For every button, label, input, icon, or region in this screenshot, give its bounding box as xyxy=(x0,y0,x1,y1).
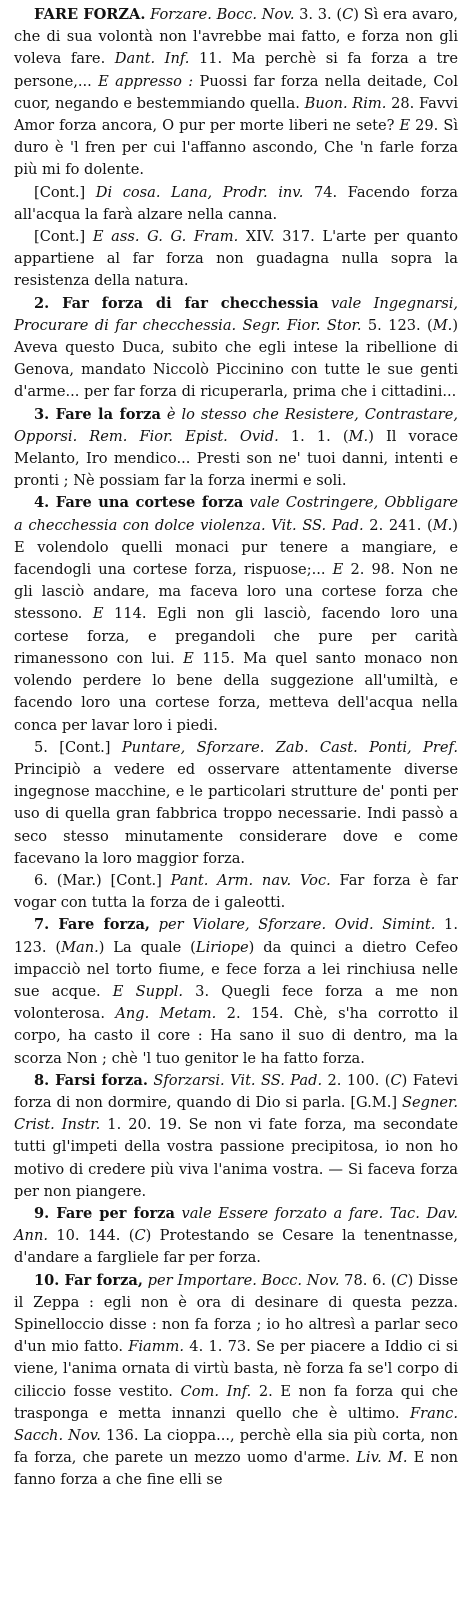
entry-text: Principiò a vedere ed osservare attentamente diverse ingegnose macchine, e le particolari strutture de' ponti per uso di quella gran fabbrica troppo necessarie. Indi passò a seco stesso minutamente considerare dove e come facevano la loro maggior forza. xyxy=(14,760,458,867)
entry-text: ) Il vorace Melanto, Iro mendico... Presti son ne' tuoi danni, intenti e pronti ; Nè possiam far la forza inermi e soli. xyxy=(14,427,459,490)
entry-text: [Cont.] xyxy=(34,183,96,201)
entry-text: E non fanno forza a che fine elli se xyxy=(14,1449,459,1489)
entry-text: 136. La cioppa..., perchè ella sia più corta, non fa forza, che parete un mezzo uomo d'arme. xyxy=(14,1427,458,1467)
entry-text: 1. 123. ( xyxy=(14,916,458,956)
entry-text: 2. 100. ( xyxy=(322,1071,391,1089)
entry-text: 2. 241. ( xyxy=(363,516,433,534)
entry-heading: 2. Far forza di far checchessia xyxy=(34,294,319,312)
entry-heading: 4. Fare una cortese forza xyxy=(34,494,244,512)
entry-9 xyxy=(14,1203,458,1270)
entry-5 xyxy=(14,737,458,870)
italic-text: Sforzarsi. Vit. SS. Pad. xyxy=(153,1071,323,1089)
italic-text: è lo stesso che Resistere, Contrastare, Opporsi. Rem. Fior. Epist. Ovid. xyxy=(14,405,458,445)
entry-text: 2. 154. Chè, s'ha corrotto il corpo, ha casto il core : Ha sano il suo di dentro, ma la scorza Non ; chè 'l tuo genitor le ha fatto forza. xyxy=(14,1005,458,1067)
entry-cont-di-cosa xyxy=(14,182,458,226)
entry-text: XIV. 317. L'arte per quanto appartiene al far forza non guadagna nulla sopra la resistenza della natura. xyxy=(14,228,458,290)
entry-text xyxy=(150,916,159,933)
entry-text: ) La quale ( xyxy=(98,938,196,956)
entry-text: 10. 144. ( xyxy=(47,1227,135,1245)
entry-heading: 3. Fare la forza xyxy=(34,405,161,423)
italic-text: E xyxy=(399,117,411,135)
entry-text: ) Sì era avaro, che di sua volontà non l'avrebbe mai fatto, e forza non gli voleva fare. xyxy=(14,6,459,68)
entry-text: 114. Egli non gli lasciò, facendo loro una cortese forza, e pregandoli che pure per carità rimanessono con lui. xyxy=(14,605,458,667)
italic-text: Liv. M. xyxy=(356,1449,408,1467)
entry-text: [Cont.] xyxy=(34,228,93,246)
italic-text: Fiamm. xyxy=(128,1338,185,1356)
entry-text: 2. E non fa forza qui che trasponga e metta innanzi quello che è ultimo. xyxy=(14,1382,458,1422)
entry-10 xyxy=(14,1270,458,1492)
entry-text: 5. [Cont.] xyxy=(34,738,122,756)
italic-text: per Violare, Sforzare. Ovid. Simint. xyxy=(158,916,436,934)
entry-heading: 8. Farsi forza. xyxy=(34,1071,148,1089)
italic-text: vale Ingegnarsi, Procurare di far checchessia. Segr. Fior. Stor. xyxy=(14,294,459,334)
entry-text: 3. 3. ( xyxy=(294,6,343,23)
entry-text: 74. Facendo forza all'acqua la farà alzare nella canna. xyxy=(14,183,458,223)
entry-4 xyxy=(14,492,458,736)
italic-text: E Suppl. xyxy=(112,982,183,1000)
italic-text: Forzare. Bocc. Nov. xyxy=(150,6,295,23)
entry-text: 2. 98. Non ne gli lasciò andare, ma faceva loro una cortese forza che stessono. xyxy=(14,561,458,623)
entry-heading: FARE FORZA. xyxy=(34,6,146,23)
entry-text: 11. Ma perchè si fa forza a tre persone,... xyxy=(14,50,458,90)
entry-7 xyxy=(14,914,458,1069)
entry-text: 29. Sì duro è 'l fren per cui l'affanno ascondo, Che 'n farle forza più mi fo dolente. xyxy=(14,117,459,179)
entry-text: ) Aveva questo Duca, subito che egli intese la ribellione di Genova, mandato Niccolò Piccinino con tutte le sue genti d'arme... per far forza di ricuperarla, prima che i cittadini... xyxy=(14,316,459,401)
italic-text: M. xyxy=(348,427,369,445)
italic-text: E xyxy=(332,561,344,579)
entry-2 xyxy=(14,293,458,404)
entry-text: 5. 123. ( xyxy=(361,316,433,334)
italic-text: M. xyxy=(432,516,453,534)
italic-text: Franc. Sacch. Nov. xyxy=(14,1404,458,1444)
entry-text: 4. 1. 73. Se per piacere a Iddio ci si viene, l'anima ornata di virtù basta, nè forza fa se'l corpo di ciliccio fosse vestito. xyxy=(14,1338,458,1400)
italic-text: C xyxy=(390,1071,402,1089)
entry-text: ) Disse il Zeppa : egli non è ora di desinare di questa pezza. Spinelloccio disse : non fa forza ; io ho altresì a parlar seco d'un mio fatto. xyxy=(14,1271,458,1356)
italic-text: E appresso : xyxy=(98,72,194,90)
entry-text: 3. Quegli fece forza a me non volonterosa. xyxy=(14,982,458,1023)
italic-text: vale Essere forzato a fare. Tac. Dav. Ann. xyxy=(14,1204,458,1245)
italic-text: Di cosa. Lana, Prodr. inv. xyxy=(95,183,304,201)
italic-text: Com. Inf. xyxy=(180,1382,252,1400)
italic-text: C xyxy=(342,6,354,23)
entry-text: Far forza è far vogar con tutta la forza de i galeotti. xyxy=(14,871,459,912)
entry-heading: 10. Far forza, xyxy=(34,1271,143,1289)
italic-text: Ang. Metam. xyxy=(115,1005,217,1023)
entry-text xyxy=(319,295,331,312)
italic-text: Man. xyxy=(61,938,99,956)
entry-text: 78. 6. ( xyxy=(339,1271,397,1289)
italic-text: Puntare, Sforzare. Zab. Cast. Ponti, Pref. xyxy=(121,738,458,756)
italic-text: M. xyxy=(432,316,453,334)
italic-text: Segner. Crist. Instr. xyxy=(14,1093,458,1134)
italic-text: Buon. Rim. xyxy=(304,94,387,112)
entry-8 xyxy=(14,1070,458,1203)
entry-heading: 7. Fare forza, xyxy=(34,916,150,934)
entry-text: Puossi far forza nella deitade, Col cuor, negando e bestemmiando quella. xyxy=(14,72,458,112)
italic-text: E ass. G. G. Fram. xyxy=(92,228,239,246)
entry-text: ) E volendolo quelli monaci pur tenere a mangiare, e facendogli una cortese forza, rispuose;... xyxy=(14,516,458,579)
italic-text: C xyxy=(134,1227,146,1245)
italic-text: C xyxy=(396,1271,408,1289)
italic-text: vale Costringere, Obbligare a checchessia con dolce violenza. Vit. SS. Pad. xyxy=(14,494,459,534)
entry-heading: 9. Fare per forza xyxy=(34,1204,175,1222)
entry-text: 6. (Mar.) [Cont.] xyxy=(34,871,171,889)
italic-text: Pant. Arm. nav. Voc. xyxy=(170,871,331,889)
entry-text: 115. Ma quel santo monaco non volendo perdere lo bene della suggezione all'umiltà, e facendo loro una cortese forza, metteva dell'acqua nella conca per lavar loro i piedi. xyxy=(14,649,458,734)
entry-text: ) da quinci a dietro Cefeo impacciò nel torto fiume, e fece forza a lei rinchiusa nelle sue acque. xyxy=(14,938,458,1000)
entry-6 xyxy=(14,870,458,914)
entry-fare-forza xyxy=(14,4,458,182)
italic-text: Liriope xyxy=(195,938,249,956)
entry-cont-e-ass xyxy=(14,226,458,293)
italic-text: E xyxy=(183,649,194,667)
entry-3 xyxy=(14,404,458,493)
entry-text: ) Protestando se Cesare la tenentnasse, d'andare a fargliele far per forza. xyxy=(14,1227,458,1267)
entry-text: ) Fatevi forza di non dormire, quando di Dio si parla. [G.M.] xyxy=(14,1071,458,1111)
italic-text: E xyxy=(92,605,104,623)
entry-text: 28. Favvi Amor forza ancora, O pur per morte liberi ne sete? xyxy=(14,94,458,135)
entry-text: 1. 20. 19. Se non vi fate forza, ma secondate tutti gl'impeti della vostra passione precipitosa, io non ho motivo di credere più viva l'anima vostra. — Si faceva forza per non piangere. xyxy=(14,1116,458,1200)
italic-text: Dant. Inf. xyxy=(114,50,190,68)
italic-text: per Importare. Bocc. Nov. xyxy=(147,1271,340,1289)
entry-text: 1. 1. ( xyxy=(278,427,349,445)
